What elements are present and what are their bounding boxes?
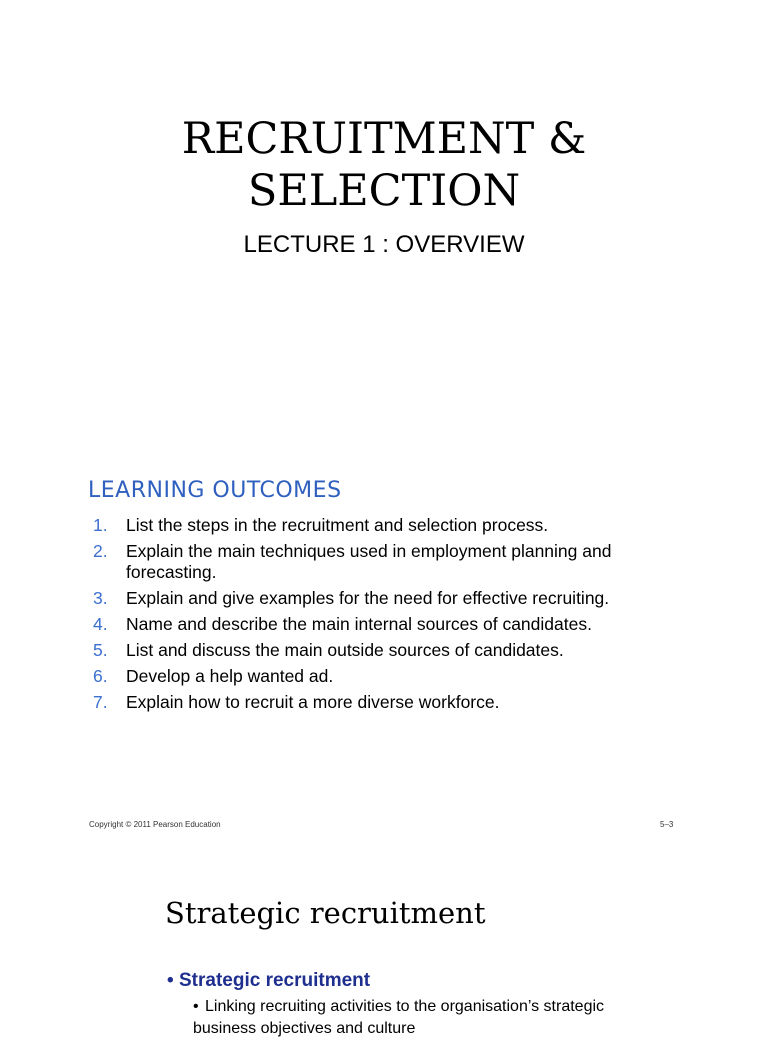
slide-title-line-1: RECRUITMENT &	[181, 114, 587, 164]
list-item	[93, 541, 683, 583]
list-item-text: List the steps in the recruitment and selection process.	[126, 515, 549, 535]
bullet-icon: •	[167, 970, 174, 991]
list-item-number: 1.	[93, 515, 108, 535]
list-item-text: Explain and give examples for the need for effective recruiting.	[126, 588, 610, 608]
list-item-number: 7.	[93, 692, 108, 712]
bullet-icon: •	[193, 998, 199, 1015]
list-item	[93, 614, 683, 635]
list-item-number: 6.	[93, 666, 108, 686]
list-item-number: 5.	[93, 640, 108, 660]
list-item-text: Name and describe the main internal sources of candidates.	[126, 614, 592, 634]
slide-title-line-2: SELECTION	[247, 166, 521, 216]
list-item	[93, 692, 683, 713]
list-item	[93, 588, 683, 609]
section-title: Strategic recruitment	[165, 896, 486, 930]
slide-number: 5–3	[660, 820, 674, 829]
list-item	[93, 515, 683, 536]
learning-outcomes-list	[93, 515, 683, 718]
bullet-level-1	[167, 968, 370, 994]
list-item-number: 3.	[93, 588, 108, 608]
slide-title	[0, 113, 768, 217]
slide-subtitle: LECTURE 1 : OVERVIEW	[243, 231, 525, 258]
list-item-number: 2.	[93, 541, 108, 561]
list-item-text: Explain the main techniques used in employment planning and forecasting.	[126, 541, 612, 582]
bullet-level-2-text: Linking recruiting activities to the organisation’s strategic business objectives and culture	[193, 998, 605, 1037]
list-item-number: 4.	[93, 614, 108, 634]
list-item-text: List and discuss the main outside sources of candidates.	[126, 640, 564, 660]
list-item	[93, 640, 683, 661]
copyright-footer: Copyright © 2011 Pearson Education	[89, 820, 221, 829]
list-item	[93, 666, 683, 687]
bullet-level-2	[193, 996, 663, 1040]
bullet-level-1-text: Strategic recruitment	[179, 970, 371, 991]
list-item-text: Develop a help wanted ad.	[126, 666, 334, 686]
learning-outcomes-heading: LEARNING OUTCOMES	[88, 478, 342, 503]
list-item-text: Explain how to recruit a more diverse workforce.	[126, 692, 500, 712]
